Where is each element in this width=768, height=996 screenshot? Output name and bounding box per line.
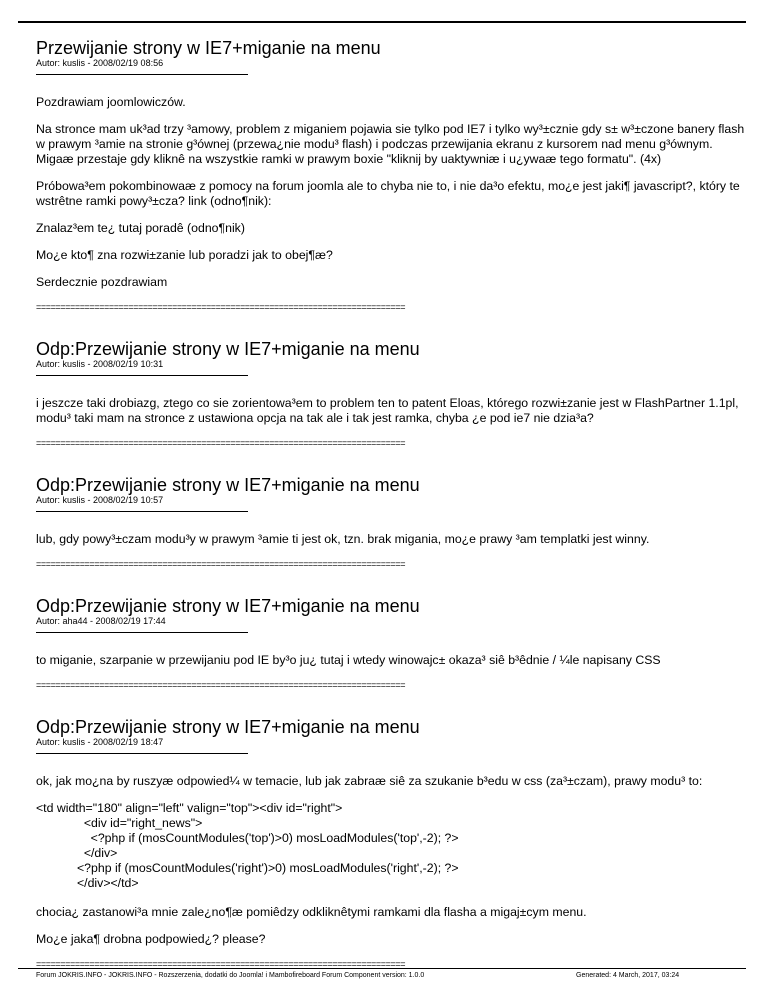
post-separator: ============================================================================ [36,959,406,969]
code-line: <div id="right_news"> [36,816,203,830]
post-meta: Autor: kuslis - 2008/02/19 10:31 [36,359,164,369]
post-paragraph: Serdecznie pozdrawiam [36,275,168,289]
footer-source: Forum JOKRIS.INFO - JOKRIS.INFO - Rozszerzenia, dodatki do Joomla! i Mambofireboard Forum Component version: 1.0.0 [36,972,425,979]
post-paragraph: i jeszcze taki drobiazg, ztego co sie zorientowa³em to problem ten to patent Eloas, którego rozwi±zanie jest w FlashPartner 1.1pl, modu³ taki mam na stronce z ustawiona opcja na tak ale i tak jest ramka, chyba ¿e pod ie7 nie dzia³a? [36,396,742,425]
post-title: Odp:Przewijanie strony w IE7+miganie na menu [36,339,420,359]
post-meta: Autor: aha44 - 2008/02/19 17:44 [36,616,166,626]
post-paragraph: to miganie, szarpanie w przewijaniu pod IE by³o ju¿ tutaj i wtedy winowajc± okaza³ siê b³êdnie / ¼le napisany CSS [36,653,661,667]
meta-divider [36,632,248,633]
post [36,717,746,969]
post-paragraph: Mo¿e jaka¶ drobna podpowied¿? please? [36,932,266,946]
post-separator: ============================================================================ [36,559,406,569]
post-title: Przewijanie strony w IE7+miganie na menu [36,38,381,58]
meta-divider [36,511,248,512]
post [36,475,746,569]
post-meta: Autor: kuslis - 2008/02/19 18:47 [36,737,164,747]
post-meta: Autor: kuslis - 2008/02/19 08:56 [36,58,164,68]
post-separator: ============================================================================ [36,302,406,312]
meta-divider [36,375,248,376]
code-line: </div></td> [36,876,139,890]
post-paragraph: Znalaz³em te¿ tutaj poradê (odno¶nik) [36,221,245,235]
post-separator: ============================================================================ [36,680,406,690]
post-separator: ============================================================================ [36,438,406,448]
code-snippet [36,801,746,891]
footer-generated: Generated: 4 March, 2017, 03:24 [576,972,680,979]
post-meta: Autor: kuslis - 2008/02/19 10:57 [36,495,164,505]
post-paragraph: ok, jak mo¿na by ruszyæ odpowied¼ w temacie, lub jak zabraæ siê za szukanie b³edu w css (za³±czam), prawy modu³ to: [36,774,703,788]
meta-divider [36,74,248,75]
meta-divider [36,753,248,754]
post [36,596,746,690]
post-paragraph: lub, gdy powy³±czam modu³y w prawym ³amie ti jest ok, tzn. brak migania, mo¿e prawy ³am templatki jest winny. [36,532,650,546]
top-rule [18,21,746,23]
post-paragraph: Mo¿e kto¶ zna rozwi±zanie lub poradzi jak to obej¶æ? [36,248,333,262]
post [36,339,746,448]
post-title: Odp:Przewijanie strony w IE7+miganie na menu [36,596,420,616]
post-title: Odp:Przewijanie strony w IE7+miganie na menu [36,717,420,737]
post-paragraph: Na stronce mam uk³ad trzy ³amowy, problem z miganiem pojawia sie tylko pod IE7 i tylko wy³±cznie gdy s± w³±czone banery flash w prawym ³amie na stronie g³ównej (przewa¿nie modu³ flash) i podczas przewijania ekranu z kursorem nad menu g³ównym. Migaæ przestaje gdy kliknê na wszystkie ramki w prawym boxie "kliknij by uaktywniæ i u¿ywaæ tego formatu". (4x) [36,122,748,166]
code-line: <?php if (mosCountModules('top')>0) mosLoadModules('top',-2); ?> [36,831,459,845]
post-title: Odp:Przewijanie strony w IE7+miganie na menu [36,475,420,495]
post-paragraph: chocia¿ zastanowi³a mnie zale¿no¶æ pomiêdzy odkliknêtymi ramkami dla flasha a migaj±cym menu. [36,905,587,919]
post-paragraph: Próbowa³em pokombinowaæ z pomocy na forum joomla ale to chyba nie to, i nie da³o efektu, mo¿e jest jaki¶ javascript?, który te wstrêtne ramki powy³±cza? link (odno¶nik): [36,179,744,208]
post [36,38,746,312]
post-paragraph: Pozdrawiam joomlowiczów. [36,95,186,109]
posts-container [36,38,746,996]
code-line: <?php if (mosCountModules('right')>0) mosLoadModules('right',-2); ?> [36,861,459,875]
footer-rule [18,968,746,969]
code-line: </div> [36,846,118,860]
code-line: <td width="180" align="left" valign="top"><div id="right"> [36,801,343,815]
